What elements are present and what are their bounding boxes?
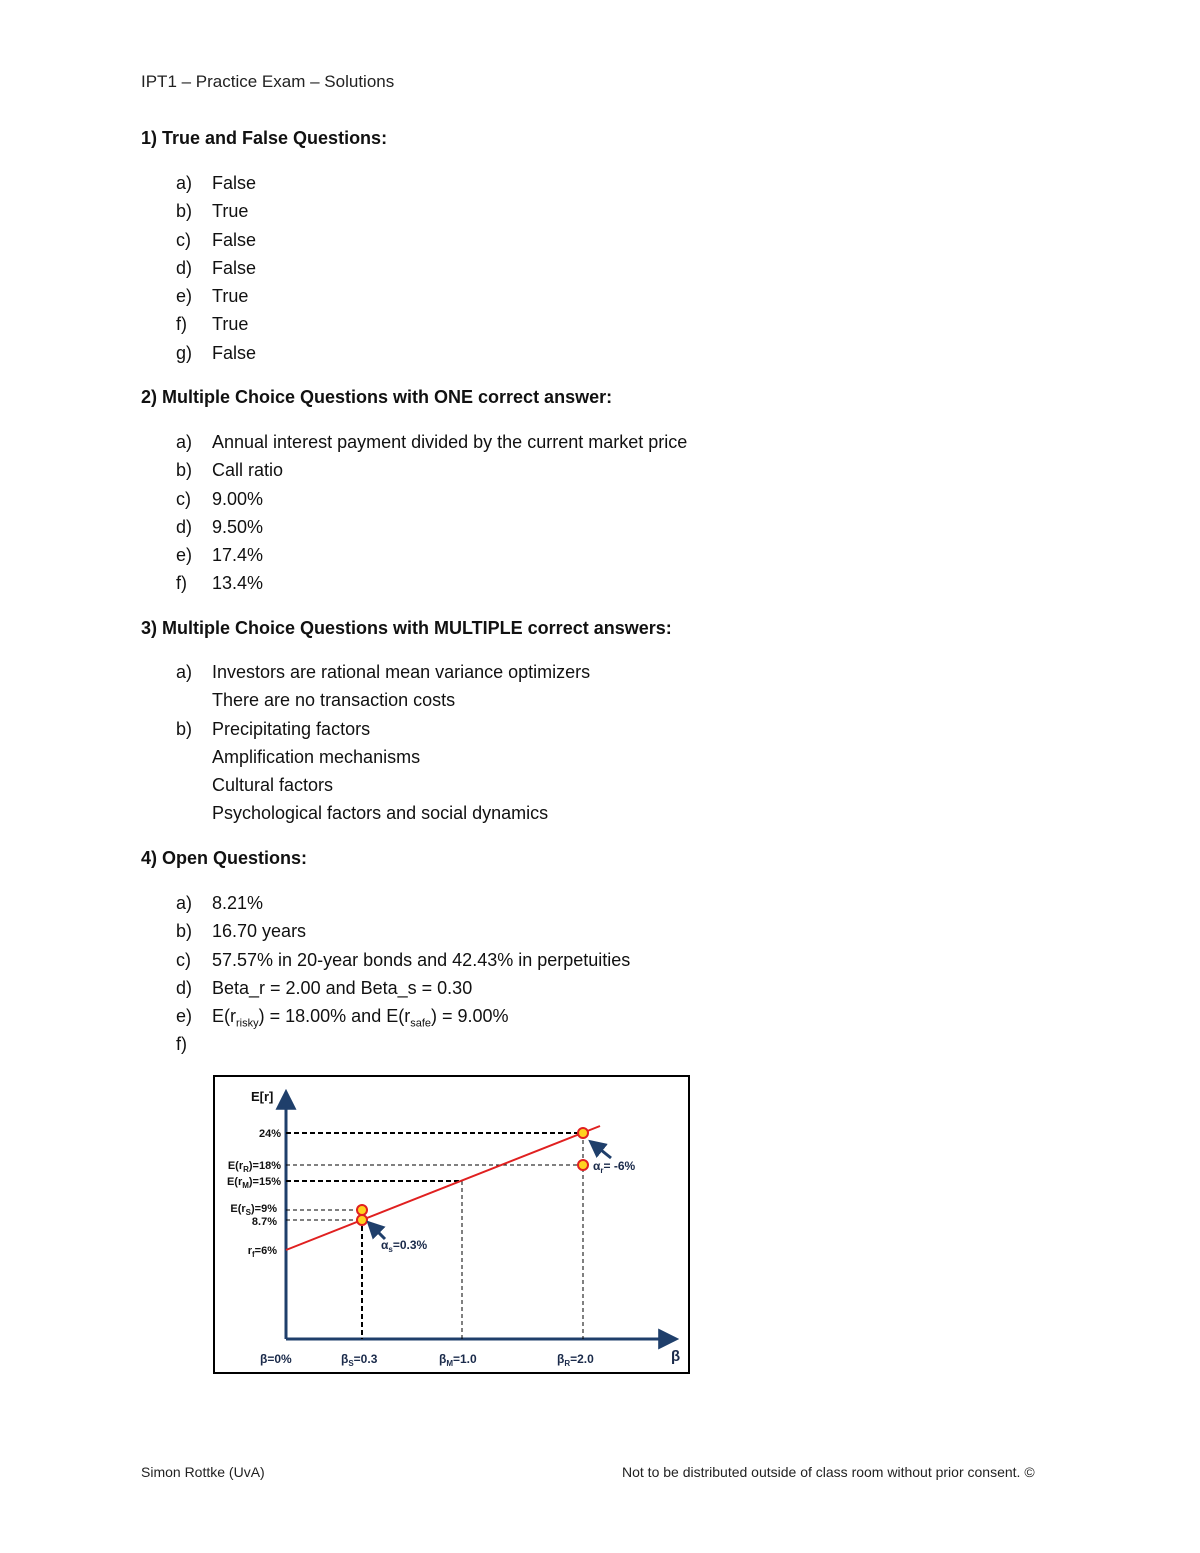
- footer-notice: Not to be distributed outside of class room without prior consent. ©: [622, 1464, 1035, 1480]
- y-tick-rf-main: r: [247, 1245, 252, 1257]
- y-tick-rf-end: =6%: [254, 1245, 277, 1257]
- item-text: 9.50%: [212, 516, 264, 537]
- item-text: False: [212, 257, 257, 278]
- item-text: False: [212, 342, 257, 363]
- x-tick-beta-m-sub: M: [446, 1359, 453, 1368]
- item-text: True: [212, 314, 249, 335]
- x-tick-beta-r-main: β: [557, 1352, 565, 1366]
- alpha-r-end: = -6%: [603, 1159, 636, 1173]
- item-letter: b): [176, 201, 193, 222]
- alpha-s-arrow: [369, 1223, 385, 1239]
- security-market-line: [286, 1126, 600, 1250]
- point-s-sml: [357, 1215, 367, 1225]
- item-text: False: [212, 229, 257, 250]
- item-text: False: [212, 173, 257, 193]
- item-letter: f): [176, 1034, 187, 1055]
- y-tick-15-main: E(r: [226, 1176, 243, 1188]
- item-text: Precipitating factors: [212, 718, 371, 739]
- x-tick-0: β=0%: [260, 1352, 292, 1366]
- y-tick-9-main: E(r: [230, 1203, 246, 1215]
- item-text: Cultural factors: [212, 775, 334, 796]
- alpha-r-arrow: [591, 1142, 611, 1158]
- sml-figure: [213, 1075, 690, 1374]
- y-tick-9-sub: S: [245, 1208, 251, 1217]
- y-axis-label: E[r]: [251, 1089, 274, 1104]
- alpha-s-sub: s: [388, 1245, 393, 1254]
- alpha-r-sub: r: [600, 1166, 604, 1175]
- y-tick-18: [228, 1160, 281, 1174]
- item-letter: a): [176, 893, 193, 913]
- y-tick-18-sub: R: [243, 1165, 249, 1174]
- item-letter: f): [176, 573, 187, 594]
- footer-author: Simon Rottke (UvA): [141, 1464, 265, 1480]
- safe-subscript: safe: [410, 1017, 431, 1030]
- section-title-open-questions: 4) Open Questions:: [141, 848, 308, 868]
- risky-subscript: risky: [236, 1017, 259, 1030]
- page-header: IPT1 – Practice Exam – Solutions: [141, 72, 395, 91]
- alpha-s-main: α: [381, 1238, 389, 1252]
- y-tick-9-end: )=9%: [251, 1203, 277, 1215]
- alpha-s-end: =0.3%: [392, 1238, 428, 1252]
- item-letter: f): [176, 314, 187, 335]
- y-tick-rf: [248, 1245, 277, 1259]
- item-text: 16.70 years: [212, 921, 307, 942]
- y-tick-8-7: 8.7%: [251, 1216, 277, 1228]
- item-text: Amplification mechanisms: [212, 746, 421, 767]
- point-r-sml: [578, 1128, 588, 1138]
- item-letter: b): [176, 718, 193, 739]
- item-text: There are no transaction costs: [212, 690, 456, 711]
- y-tick-rf-sub: f: [252, 1250, 255, 1259]
- item-text: 13.4%: [212, 573, 264, 594]
- item-letter: c): [176, 949, 191, 970]
- point-r-actual: [578, 1160, 588, 1170]
- item-text: Psychological factors and social dynamics: [212, 803, 549, 824]
- item-text: Investors are rational mean variance optimizers: [212, 662, 591, 682]
- section-title-one-answer: 2) Multiple Choice Questions with ONE correct answer:: [141, 387, 613, 407]
- item-text: Beta_r = 2.00 and Beta_s = 0.30: [212, 977, 473, 998]
- item-text: 9.00%: [212, 488, 264, 509]
- item-text: Call ratio: [212, 460, 284, 481]
- item-text: True: [212, 201, 249, 222]
- section-title-true-false: 1) True and False Questions:: [141, 128, 388, 148]
- item-text: [212, 1002, 509, 1038]
- item-text: 17.4%: [212, 545, 264, 566]
- x-tick-beta-m-end: =1.0: [453, 1352, 477, 1366]
- section-title-multiple-answers: 3) Multiple Choice Questions with MULTIPLE correct answers:: [141, 618, 672, 638]
- y-tick-18-main: E(r: [227, 1160, 244, 1172]
- y-tick-18-end: )=18%: [248, 1160, 281, 1172]
- x-tick-beta-s: [341, 1352, 378, 1368]
- item-letter: d): [176, 516, 193, 537]
- point-s-actual: [357, 1205, 367, 1215]
- expected-return-end-text: ) = 9.00%: [431, 1006, 509, 1027]
- alpha-s-label: [381, 1238, 428, 1254]
- item-text: Annual interest payment divided by the current market price: [212, 432, 688, 452]
- y-tick-24: 24%: [258, 1128, 281, 1140]
- item-letter: c): [176, 229, 191, 250]
- y-tick-15: [227, 1176, 281, 1190]
- x-tick-beta-m: [439, 1352, 477, 1368]
- y-tick-15-end: )=15%: [248, 1176, 281, 1188]
- y-tick-9: [230, 1203, 277, 1217]
- item-letter: b): [176, 460, 193, 481]
- item-letter: a): [176, 173, 193, 193]
- x-tick-beta-m-main: β: [439, 1352, 447, 1366]
- expected-return-risky-text: E(r: [212, 1006, 236, 1027]
- item-letter: d): [176, 977, 193, 998]
- x-tick-beta-r-end: =2.0: [570, 1352, 594, 1366]
- item-text: 57.57% in 20-year bonds and 42.43% in perpetuities: [212, 949, 631, 970]
- item-letter: e): [176, 286, 193, 307]
- item-letter: g): [176, 342, 193, 363]
- item-text: 8.21%: [212, 893, 264, 913]
- x-tick-beta-s-main: β: [341, 1352, 349, 1366]
- alpha-r-label: [593, 1159, 636, 1175]
- x-tick-beta-r-sub: R: [564, 1359, 571, 1368]
- item-letter: a): [176, 432, 193, 452]
- sml-chart: [215, 1077, 688, 1372]
- item-text: True: [212, 286, 249, 307]
- y-tick-15-sub: M: [242, 1181, 249, 1190]
- expected-return-safe-text: ) = 18.00% and E(r: [258, 1006, 411, 1027]
- x-tick-beta-s-sub: S: [348, 1359, 354, 1368]
- item-letter: b): [176, 921, 193, 942]
- alpha-r-main: α: [593, 1159, 601, 1173]
- item-letter: c): [176, 488, 191, 509]
- item-letter: a): [176, 662, 193, 682]
- item-letter: d): [176, 257, 193, 278]
- x-tick-beta-r: [557, 1352, 594, 1368]
- item-letter: e): [176, 545, 193, 566]
- x-axis-label: β: [671, 1348, 681, 1365]
- x-tick-beta-s-end: =0.3: [353, 1352, 378, 1366]
- item-letter: e): [176, 1006, 193, 1027]
